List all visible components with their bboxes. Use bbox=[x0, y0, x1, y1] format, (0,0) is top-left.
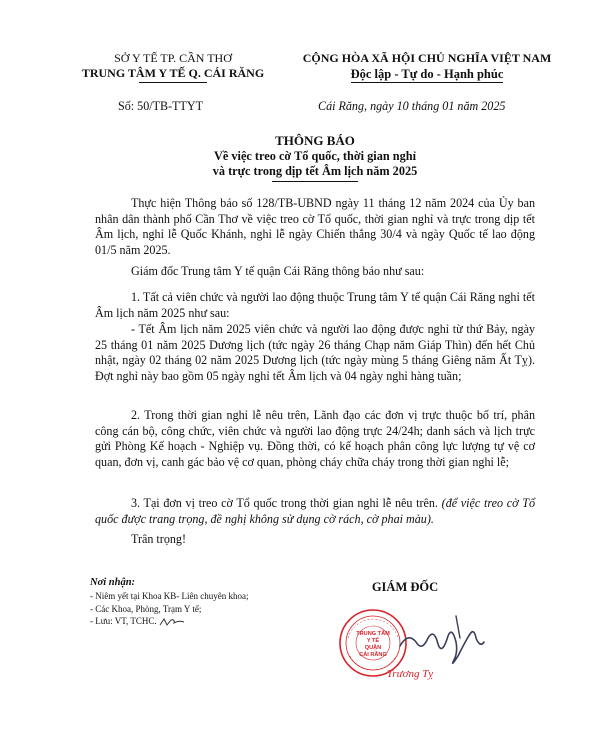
stamp-line: Y TẾ bbox=[366, 638, 380, 644]
issuer-block bbox=[68, 51, 278, 83]
national-motto-text: Độc lập - Tự do - Hạnh phúc bbox=[350, 67, 504, 81]
paragraph-announcement: Giám đốc Trung tâm Y tế quận Cái Răng thông báo như sau: bbox=[131, 264, 425, 278]
initials-mark bbox=[159, 617, 185, 627]
stamp-line: CÁI RĂNG bbox=[359, 652, 387, 658]
recipient-item bbox=[90, 615, 310, 628]
paragraph-item-1-detail: - Tết Âm lịch năm 2025 viên chức và người lao động được nghỉ từ thứ Bảy, ngày 25 tháng 01 năm 2025 Dương lịch (tức ngày 26 tháng Chạp năm Giáp Thìn) đến hết Chủ nhật, ngày 02 tháng 02 năm 2025 Dương lịch (tức ngày mùng 5 tháng Giêng năm Ất Tỵ). Đợt nghỉ này bao gồm 05 ngày nghỉ tết Âm lịch và 04 ngày nghỉ hàng tuần; bbox=[95, 322, 535, 383]
paragraph-item-1: 1. Tất cả viên chức và người lao động thuộc Trung tâm Y tế quận Cái Răng nghỉ tết Âm lịch năm 2025 như sau: bbox=[95, 290, 535, 320]
issuer-underline bbox=[139, 82, 207, 83]
country-name: CỘNG HÒA XÃ HỘI CHỦ NGHĨA VIỆT NAM bbox=[302, 51, 552, 65]
document-number: Số: 50/TB-TTYT bbox=[118, 99, 203, 113]
document-title: THÔNG BÁO bbox=[275, 133, 355, 148]
paragraph-item-3 bbox=[95, 496, 535, 527]
document-subtitle-2: và trực trong dịp tết Âm lịch năm 2025 bbox=[212, 164, 418, 178]
recipients-label: Nơi nhận: bbox=[90, 577, 136, 588]
paragraph-item-2: 2. Trong thời gian nghỉ lễ nêu trên, Lãnh đạo các đơn vị trực thuộc bố trí, phân công cán bộ, công chức, viên chức và người lao động trực 24/24h; danh sách và lịch trực gửi Phòng Kế hoạch - Nghiệp vụ. Đồng thời, có kế hoạch phân công lực lượng tự vệ cơ quan, đơn vị, canh gác bảo vệ cơ quan, phòng cháy chữa cháy trong thời gian nghỉ lễ; bbox=[95, 408, 535, 469]
signer-name: Trương Tỵ bbox=[386, 668, 434, 680]
handwritten-signature bbox=[396, 612, 486, 670]
signer-title: GIÁM ĐỐC bbox=[371, 580, 439, 594]
item-3-note: (để việc treo cờ Tổ quốc được trang trọng, đề nghị không sử dụng cờ rách, cờ phai màu). bbox=[95, 496, 535, 526]
paragraph-basis: Thực hiện Thông báo số 128/TB-UBND ngày 11 tháng 12 năm 2024 của Ủy ban nhân dân thành phố Cần Thơ về việc treo cờ Tổ quốc, thời gian nghỉ và trực trong dịp tết Âm lịch, nghỉ lễ Quốc Khánh, nghỉ lễ ngày Chiến thắng 30/4 và ngày Quốc tế lao động 01/5 năm 2025. bbox=[95, 196, 535, 257]
stamp-line: QUẬN bbox=[364, 645, 382, 651]
issuer-parent: SỞ Y TẾ TP. CẦN THƠ bbox=[114, 51, 232, 65]
stamp-line: TRUNG TÂM bbox=[356, 631, 390, 637]
item-3-text: 3. Tại đơn vị treo cờ Tổ quốc trong thời gian nghỉ lễ nêu trên. bbox=[131, 496, 442, 510]
title-underline bbox=[272, 181, 358, 182]
recipient-item: - Niêm yết tại Khoa KB- Liên chuyên khoa; bbox=[90, 591, 249, 601]
recipients-block bbox=[90, 577, 310, 628]
document-subtitle-1: Về việc treo cờ Tổ quốc, thời gian nghỉ bbox=[213, 149, 417, 163]
place-date: Cái Răng, ngày 10 tháng 01 năm 2025 bbox=[318, 99, 506, 113]
national-motto bbox=[282, 66, 572, 82]
closing-remark: Trân trọng! bbox=[131, 532, 186, 546]
recipient-item: - Các Khoa, Phòng, Trạm Y tế; bbox=[90, 603, 202, 614]
recipient-item-text: - Lưu: VT, TCHC. bbox=[90, 616, 157, 626]
issuer-name: TRUNG TÂM Y TẾ Q. CÁI RĂNG bbox=[81, 66, 265, 80]
national-motto-block bbox=[282, 51, 572, 82]
